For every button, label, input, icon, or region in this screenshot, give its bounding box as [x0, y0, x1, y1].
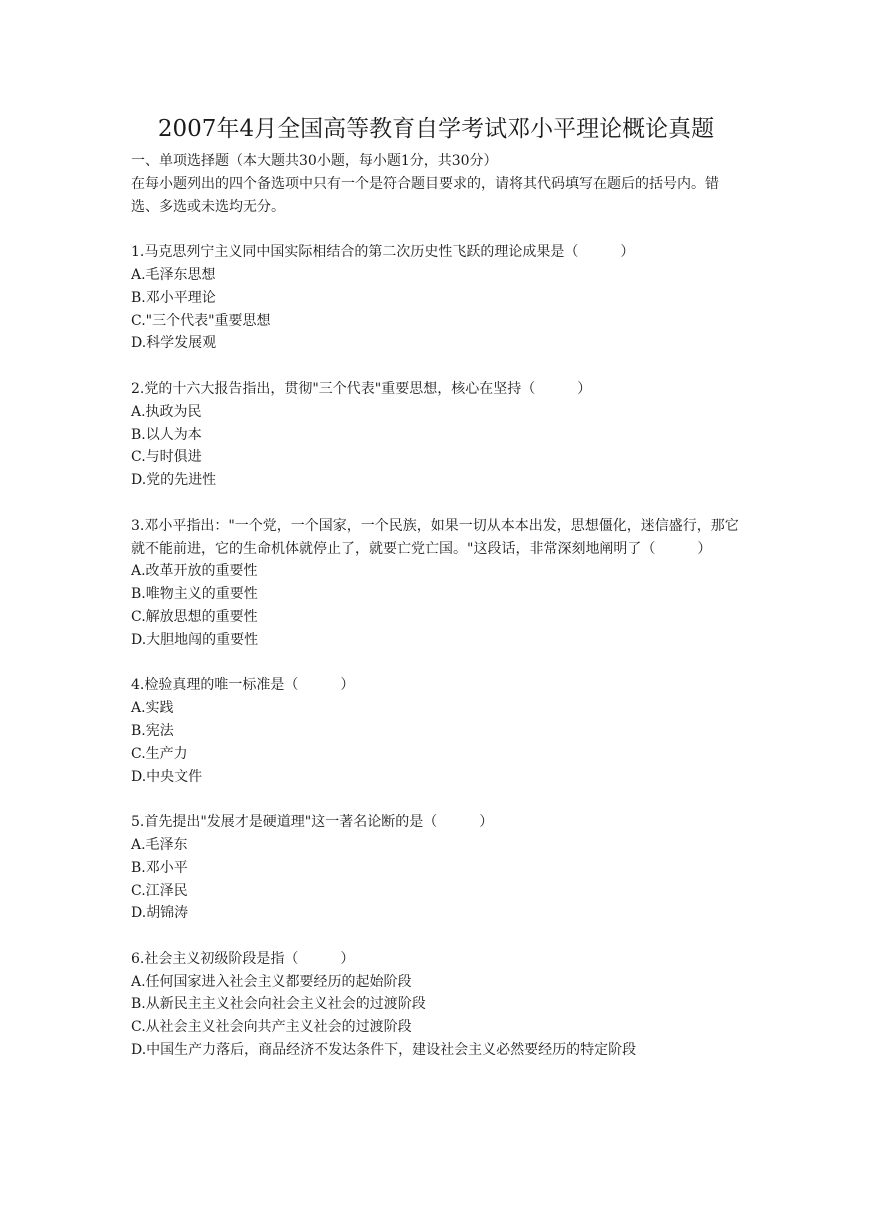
- question-2: [131, 378, 741, 492]
- option-c: C.江泽民: [131, 882, 188, 899]
- option-d: D.科学发展观: [131, 335, 217, 352]
- question-stem: 2.党的十六大报告指出，贯彻"三个代表"重要思想，核心在坚持（ ）: [131, 380, 592, 397]
- option-a: A.改革开放的重要性: [131, 563, 258, 580]
- option-b: B.从新民主主义社会向社会主义社会的过渡阶段: [131, 996, 426, 1013]
- option-a: A.实践: [131, 700, 174, 717]
- option-c: C."三个代表"重要思想: [131, 312, 271, 329]
- option-a: A.毛泽东思想: [131, 266, 216, 283]
- option-d: D.胡锦涛: [131, 905, 189, 922]
- spacer: [131, 492, 741, 515]
- question-3: [131, 515, 741, 652]
- question-4: [131, 674, 741, 788]
- spacer: [131, 218, 741, 241]
- option-a: A.执政为民: [131, 403, 202, 420]
- option-b: B.唯物主义的重要性: [131, 586, 258, 603]
- spacer: [131, 355, 741, 378]
- option-list: [131, 697, 741, 788]
- option-a: A.毛泽东: [131, 836, 188, 853]
- option-b: B.以人为本: [131, 426, 202, 443]
- option-d: D.大胆地闯的重要性: [131, 631, 259, 648]
- spacer: [131, 925, 741, 948]
- option-b: B.宪法: [131, 722, 174, 739]
- question-stem: 1.马克思列宁主义同中国实际相结合的第二次历史性飞跃的理论成果是（ ）: [131, 244, 635, 261]
- option-list: [131, 264, 741, 355]
- option-d: D.中国生产力落后，商品经济不发达条件下，建设社会主义必然要经历的特定阶段: [131, 1042, 637, 1059]
- option-b: B.邓小平理论: [131, 289, 216, 306]
- spacer: [131, 788, 741, 811]
- page-title: 2007年4月全国高等教育自学考试邓小平理论概论真题: [157, 116, 715, 142]
- option-b: B.邓小平: [131, 859, 188, 876]
- option-c: C.解放思想的重要性: [131, 608, 258, 625]
- question-1: [131, 241, 741, 355]
- spacer: [131, 652, 741, 675]
- option-c: C.与时俱进: [131, 449, 202, 466]
- question-stem: 6.社会主义初级阶段是指（ ）: [131, 950, 355, 967]
- option-d: D.党的先进性: [131, 472, 217, 489]
- option-list: [131, 560, 741, 651]
- option-d: D.中央文件: [131, 768, 203, 785]
- option-list: [131, 971, 741, 1062]
- option-a: A.任何国家进入社会主义都要经历的起始阶段: [131, 973, 412, 990]
- option-c: C.生产力: [131, 745, 188, 762]
- question-stem: 4.检验真理的唯一标准是（ ）: [131, 677, 355, 694]
- option-list: [131, 834, 741, 925]
- option-list: [131, 401, 741, 492]
- section-heading: 一、单项选择题（本大题共30小题，每小题1分，共30分）: [131, 153, 498, 169]
- question-6: [131, 948, 741, 1062]
- document-page: [131, 112, 741, 1062]
- question-stem: 3.邓小平指出："一个党，一个国家，一个民族，如果一切从本本出发，思想僵化，迷信盛行，那它就不能前进，它的生命机体就停止了，就要亡党亡国。"这段话，非常深刻地阐明了（ ）: [131, 517, 739, 557]
- section-instructions: 在每小题列出的四个备选项中只有一个是符合题目要求的，请将其代码填写在题后的括号内。错选、多选或未选均无分。: [131, 175, 719, 215]
- question-5: [131, 811, 741, 925]
- option-c: C.从社会主义社会向共产主义社会的过渡阶段: [131, 1019, 412, 1036]
- question-stem: 5.首先提出"发展才是硬道理"这一著名论断的是（ ）: [131, 814, 494, 831]
